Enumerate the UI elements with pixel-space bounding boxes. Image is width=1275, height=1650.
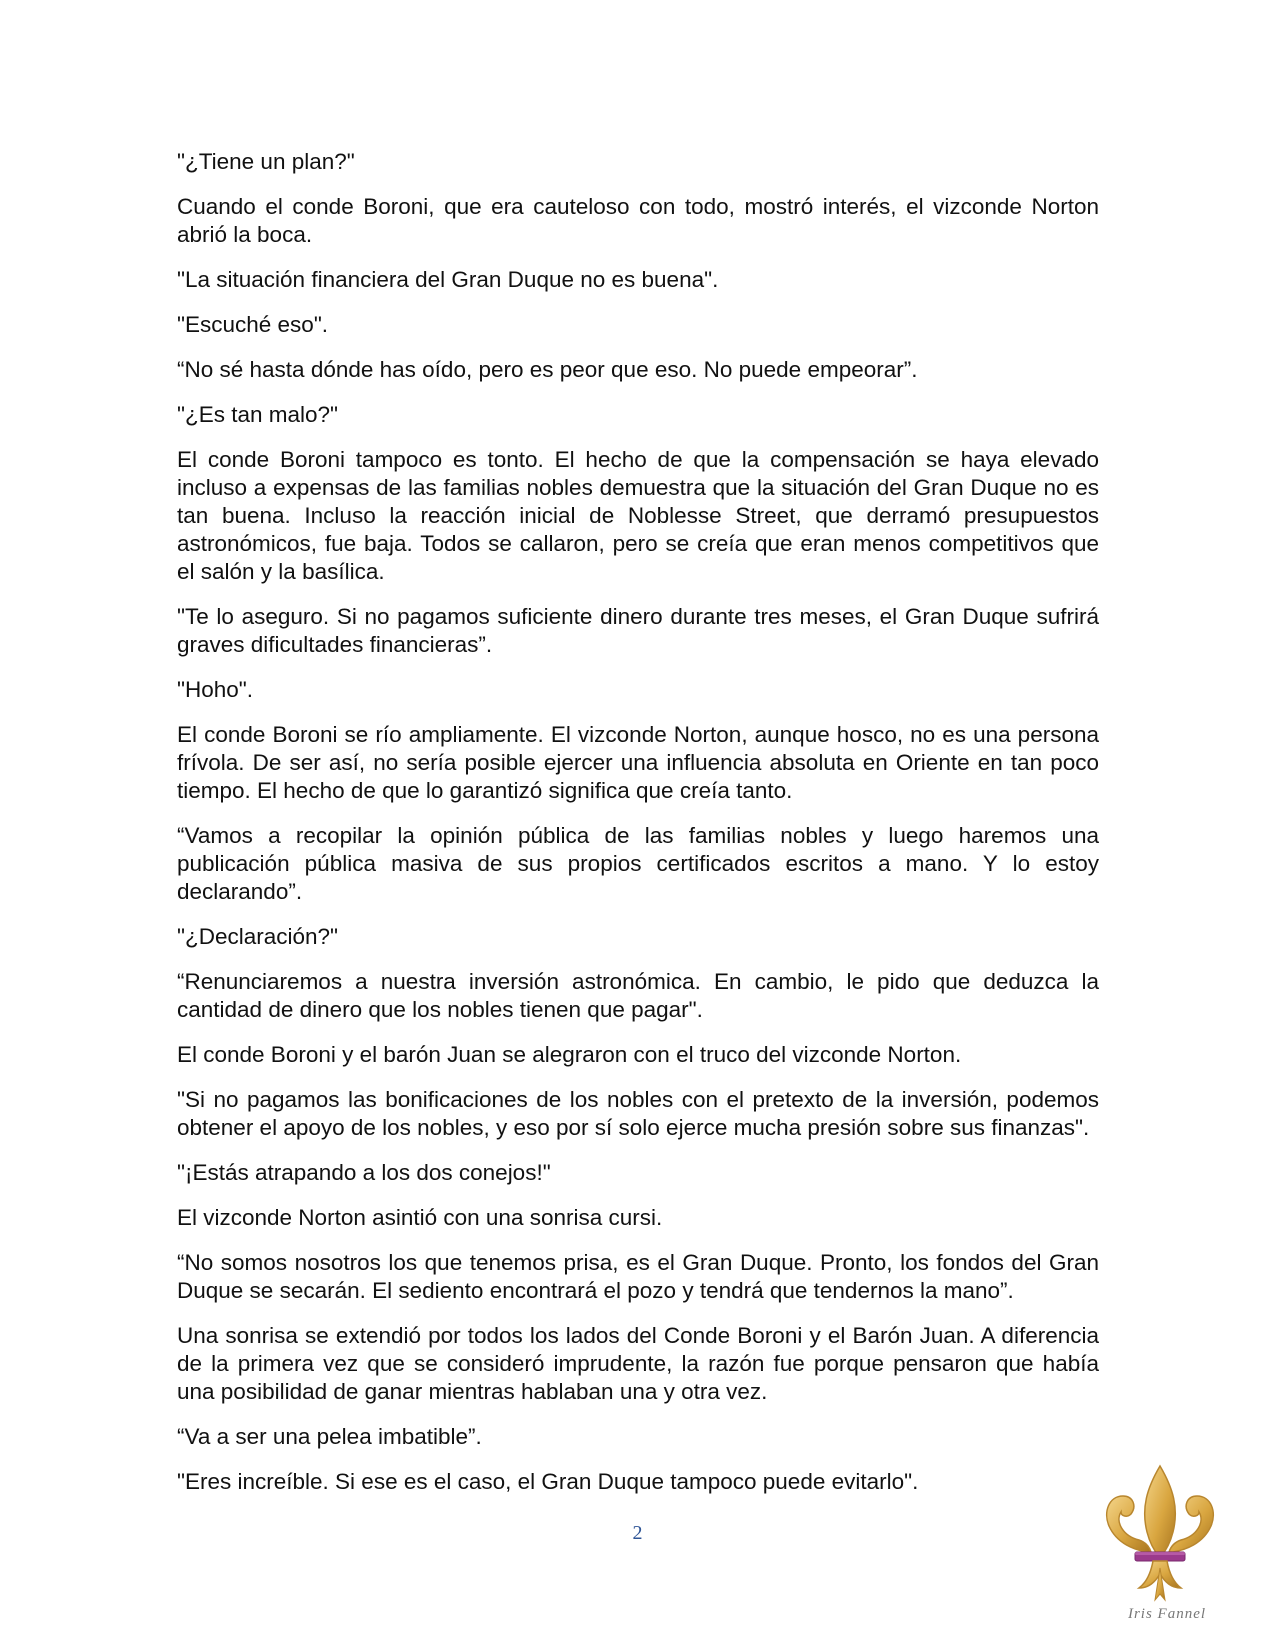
paragraph: El conde Boroni tampoco es tonto. El hecho de que la compensación se haya elevado incluso a expensas de las familias nobles demuestra que la situación del Gran Duque no es tan buena. Incluso la reacción inicial de Noblesse Street, que derramó presupuestos astronómicos, fue baja. Todos se callaron, pero se creía que eran menos competitivos que el salón y la basílica.	[177, 447, 1099, 584]
paragraph: "Te lo aseguro. Si no pagamos suficiente dinero durante tres meses, el Gran Duque sufrirá graves dificultades financieras”.	[177, 604, 1099, 657]
paragraph: "Escuché eso".	[177, 312, 329, 337]
paragraph: El conde Boroni y el barón Juan se alegraron con el truco del vizconde Norton.	[177, 1042, 962, 1067]
paragraph: "¿Declaración?"	[177, 924, 339, 949]
paragraph: “No somos nosotros los que tenemos prisa, es el Gran Duque. Pronto, los fondos del Gran Duque se secarán. El sediento encontrará el pozo y tendrá que tendernos la mano”.	[177, 1250, 1099, 1303]
paragraph: "Si no pagamos las bonificaciones de los nobles con el pretexto de la inversión, podemos obtener el apoyo de los nobles, y eso por sí solo ejerce mucha presión sobre sus finanzas".	[177, 1087, 1099, 1140]
paragraph: “Renunciaremos a nuestra inversión astronómica. En cambio, le pido que deduzca la cantidad de dinero que los nobles tienen que pagar".	[177, 969, 1099, 1022]
paragraph: "Eres increíble. Si ese es el caso, el Gran Duque tampoco puede evitarlo".	[177, 1469, 919, 1494]
paragraph: El vizconde Norton asintió con una sonrisa cursi.	[177, 1205, 663, 1230]
paragraph: “Vamos a recopilar la opinión pública de las familias nobles y luego haremos una publicación pública masiva de sus propios certificados escritos a mano. Y lo estoy declarando”.	[177, 823, 1099, 904]
paragraph: "¿Tiene un plan?"	[177, 149, 355, 174]
paragraph: "Hoho".	[177, 677, 254, 702]
paragraph: "La situación financiera del Gran Duque no es buena".	[177, 267, 719, 292]
paragraph: “No sé hasta dónde has oído, pero es peor que eso. No puede empeorar”.	[177, 357, 918, 382]
logo-signature: Iris Fannel	[1127, 1606, 1207, 1622]
paragraph: “Va a ser una pelea imbatible”.	[177, 1424, 482, 1449]
paragraph: Una sonrisa se extendió por todos los lados del Conde Boroni y el Barón Juan. A diferencia de la primera vez que se consideró imprudente, la razón fue porque pensaron que había una posibilidad de ganar mientras hablaban una y otra vez.	[177, 1323, 1099, 1404]
paragraph: "¿Es tan malo?"	[177, 402, 339, 427]
paragraph: El conde Boroni se río ampliamente. El vizconde Norton, aunque hosco, no es una persona frívola. De ser así, no sería posible ejercer una influencia absoluta en Oriente en tan poco tiempo. El hecho de que lo garantizó significa que creía tanto.	[177, 722, 1099, 803]
paragraph: Cuando el conde Boroni, que era cauteloso con todo, mostró interés, el vizconde Norton abrió la boca.	[177, 194, 1099, 247]
page-number: 2	[632, 1522, 643, 1544]
document-body	[177, 148, 1099, 1513]
paragraph: "¡Estás atrapando a los dos conejos!"	[177, 1160, 551, 1185]
